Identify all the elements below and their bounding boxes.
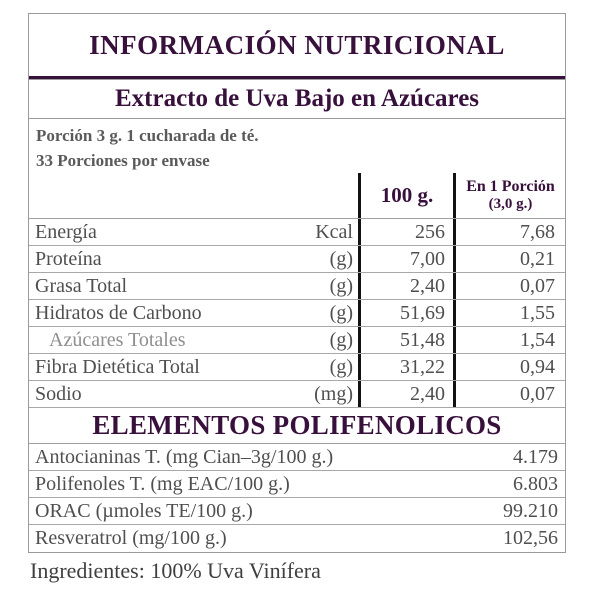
nutrient-row-azucares xyxy=(29,327,565,354)
nutrient-per-serving: 0,21 xyxy=(453,246,565,272)
nutrient-per-100g: 51,69 xyxy=(358,300,453,326)
nutrition-facts-panel xyxy=(28,13,566,553)
polyphenol-label: ORAC (µmoles TE/100 g.) xyxy=(35,499,253,522)
nutrient-unit: (g) xyxy=(329,301,353,324)
servings-per-container-line: 33 Porciones por envase xyxy=(36,150,210,170)
nutrient-row-grasa-total xyxy=(29,273,565,300)
nutrient-row-energia xyxy=(29,219,565,246)
column-header-per-serving xyxy=(453,173,565,218)
polyphenol-row-polifenoles xyxy=(29,471,565,498)
polyphenol-value: 6.803 xyxy=(513,472,558,495)
nutrient-row-hidratos xyxy=(29,300,565,327)
nutrient-label: Energía xyxy=(35,220,97,243)
nutrient-per-100g: 256 xyxy=(358,219,453,245)
polyphenols-section-title: ELEMENTOS POLIFENOLICOS xyxy=(29,408,565,444)
serving-info-text xyxy=(29,119,565,173)
nutrient-per-serving: 0,07 xyxy=(453,273,565,299)
polyphenol-label: Antocianinas T. (mg Cian–3g/100 g.) xyxy=(35,445,334,468)
nutrient-unit: (g) xyxy=(329,328,353,351)
nutrient-unit: (g) xyxy=(329,355,353,378)
polyphenol-label: Polifenoles T. (mg EAC/100 g.) xyxy=(35,472,290,495)
nutrient-label: Grasa Total xyxy=(35,274,128,297)
ingredients-statement: Ingredientes: 100% Uva Vinífera xyxy=(30,558,321,583)
nutrient-unit: (g) xyxy=(329,247,353,270)
polyphenol-row-antocianinas xyxy=(29,444,565,471)
nutrient-row-fibra xyxy=(29,354,565,381)
nutrient-per-100g: 2,40 xyxy=(358,381,453,407)
nutrient-per-serving: 7,68 xyxy=(453,219,565,245)
nutrient-per-serving: 0,07 xyxy=(453,381,565,407)
column-header-per-100g: 100 g. xyxy=(358,173,453,218)
serving-info-section xyxy=(29,119,565,219)
serving-size-line: Porción 3 g. 1 cucharada de té. xyxy=(36,126,259,145)
nutrient-label: Sodio xyxy=(35,382,82,405)
nutrient-unit: (g) xyxy=(329,274,353,297)
nutrient-per-serving: 0,94 xyxy=(453,354,565,380)
product-name: Extracto de Uva Bajo en Azúcares xyxy=(29,79,565,119)
per-serving-amount: (3,0 g.) xyxy=(488,196,533,213)
nutrient-per-serving: 1,55 xyxy=(453,300,565,326)
nutrient-unit: Kcal xyxy=(315,220,353,243)
panel-title: INFORMACIÓN NUTRICIONAL xyxy=(89,29,505,60)
nutrient-per-100g: 2,40 xyxy=(358,273,453,299)
nutrient-label: Azúcares Totales xyxy=(49,328,186,351)
polyphenol-value: 99.210 xyxy=(503,499,558,522)
nutrient-label: Hidratos de Carbono xyxy=(35,301,202,324)
nutrient-per-100g: 51,48 xyxy=(358,327,453,353)
polyphenol-value: 102,56 xyxy=(503,527,558,549)
polyphenol-value: 4.179 xyxy=(513,445,558,468)
nutrient-row-proteina xyxy=(29,246,565,273)
nutrient-per-serving: 1,54 xyxy=(453,327,565,353)
nutrient-label: Fibra Dietética Total xyxy=(35,355,200,378)
nutrient-row-sodio xyxy=(29,381,565,408)
nutrient-unit: (mg) xyxy=(314,382,353,405)
per-serving-label: En 1 Porción xyxy=(466,177,555,195)
polyphenol-row-resveratrol xyxy=(29,525,565,552)
nutrient-label: Proteína xyxy=(35,247,102,270)
nutrient-per-100g: 31,22 xyxy=(358,354,453,380)
nutrient-per-100g: 7,00 xyxy=(358,246,453,272)
polyphenol-label: Resveratrol (mg/100 g.) xyxy=(35,527,227,549)
polyphenol-row-orac xyxy=(29,498,565,525)
